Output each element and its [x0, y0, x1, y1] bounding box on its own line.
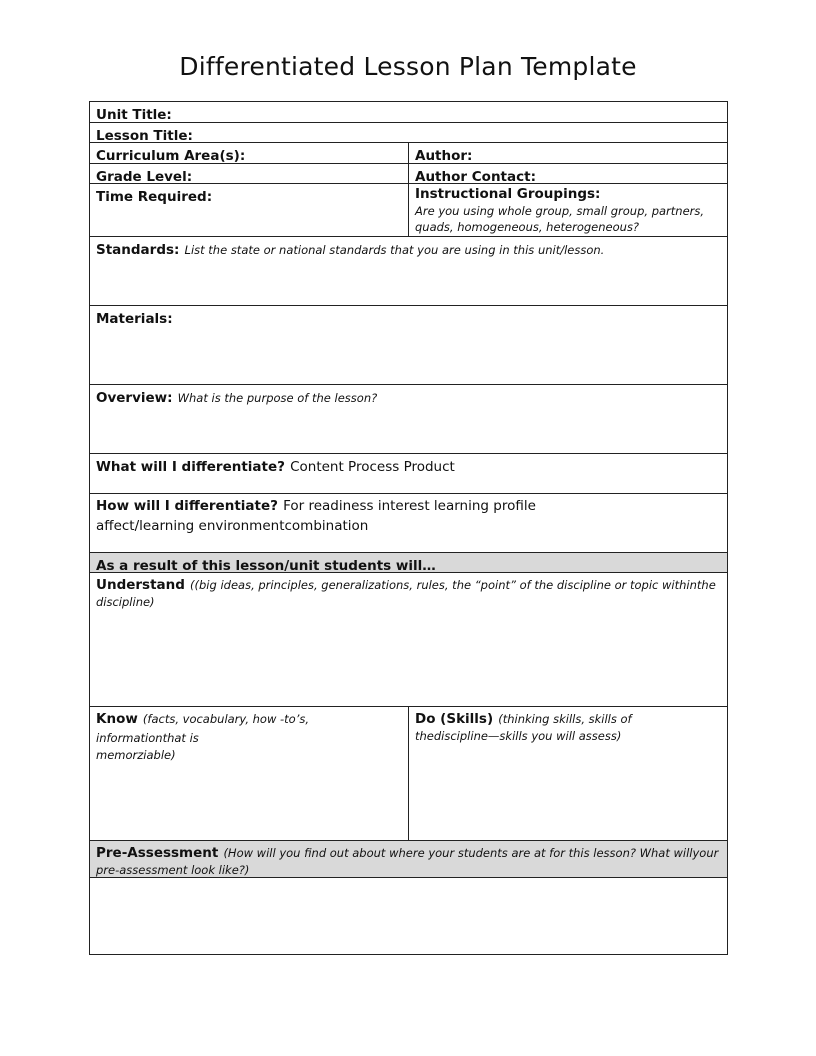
what-differentiate-label: What will I differentiate? [96, 459, 285, 475]
time-required-label: Time Required: [96, 189, 213, 205]
grade-level-label: Grade Level: [96, 169, 193, 185]
curriculum-author-row [90, 143, 727, 164]
materials-label: Materials: [96, 311, 173, 327]
overview-row[interactable] [90, 385, 727, 454]
know-label: Know [96, 711, 138, 727]
standards-row[interactable] [90, 237, 727, 306]
know-hint-1: (facts, vocabulary, how -to’s, informationthat is [96, 712, 310, 745]
instructional-groupings-cell[interactable] [409, 184, 727, 236]
what-differentiate-row[interactable] [90, 454, 727, 494]
do-skills-cell[interactable] [409, 707, 727, 840]
grade-contact-row [90, 164, 727, 184]
know-hint-2: memorziable) [96, 748, 176, 762]
lesson-title-label: Lesson Title: [96, 128, 193, 144]
pre-assessment-answer-area[interactable] [90, 878, 727, 954]
pre-assessment-hint-1: (How will you find out about where your students are at for this lesson? What willyour [223, 846, 719, 860]
lesson-plan-form [89, 101, 728, 955]
author-contact-label: Author Contact: [415, 169, 536, 185]
result-header-label: As a result of this lesson/unit students will… [96, 558, 436, 574]
do-skills-hint-1: (thinking skills, skills of [498, 712, 632, 726]
standards-label: Standards: [96, 242, 180, 258]
lesson-title-row[interactable] [90, 123, 727, 143]
author-contact-cell[interactable] [409, 164, 727, 183]
curriculum-area-label: Curriculum Area(s): [96, 148, 246, 164]
instructional-groupings-hint-2: quads, homogeneous, heterogeneous? [415, 220, 640, 234]
how-differentiate-row[interactable] [90, 494, 727, 553]
unit-title-row[interactable] [90, 102, 727, 123]
understand-hint-2: discipline) [96, 595, 155, 609]
do-skills-hint-2: thediscipline—skills you will assess) [415, 729, 622, 743]
how-differentiate-options-2: affect/learning environmentcombination [96, 518, 369, 534]
author-cell[interactable] [409, 143, 727, 163]
overview-hint: What is the purpose of the lesson? [177, 391, 378, 405]
know-do-row [90, 707, 727, 841]
standards-hint: List the state or national standards that you are using in this unit/lesson. [184, 243, 605, 257]
materials-row[interactable] [90, 306, 727, 385]
pre-assessment-hint-2: pre-assessment look like?) [96, 863, 250, 877]
author-label: Author: [415, 148, 473, 164]
how-differentiate-label: How will I differentiate? [96, 498, 278, 514]
result-header-row [90, 553, 727, 573]
do-skills-label: Do (Skills) [415, 711, 494, 727]
time-groupings-row [90, 184, 727, 237]
understand-row[interactable] [90, 573, 727, 707]
pre-assessment-row [90, 841, 727, 878]
page-title: Differentiated Lesson Plan Template [179, 52, 637, 81]
overview-label: Overview: [96, 390, 173, 406]
understand-label: Understand [96, 577, 185, 593]
what-differentiate-options: Content Process Product [290, 459, 455, 475]
instructional-groupings-label: Instructional Groupings: [415, 186, 601, 202]
understand-hint-1: ((big ideas, principles, generalizations, rules, the “point” of the discipline or topic withinthe [190, 578, 716, 592]
pre-assessment-label: Pre-Assessment [96, 845, 219, 861]
instructional-groupings-hint-1: Are you using whole group, small group, partners, [415, 204, 705, 218]
how-differentiate-options-1: For readiness interest learning profile [283, 498, 536, 514]
time-required-cell[interactable] [90, 184, 409, 236]
unit-title-label: Unit Title: [96, 107, 172, 123]
grade-level-cell[interactable] [90, 164, 409, 183]
curriculum-area-cell[interactable] [90, 143, 409, 163]
know-cell[interactable] [90, 707, 409, 840]
